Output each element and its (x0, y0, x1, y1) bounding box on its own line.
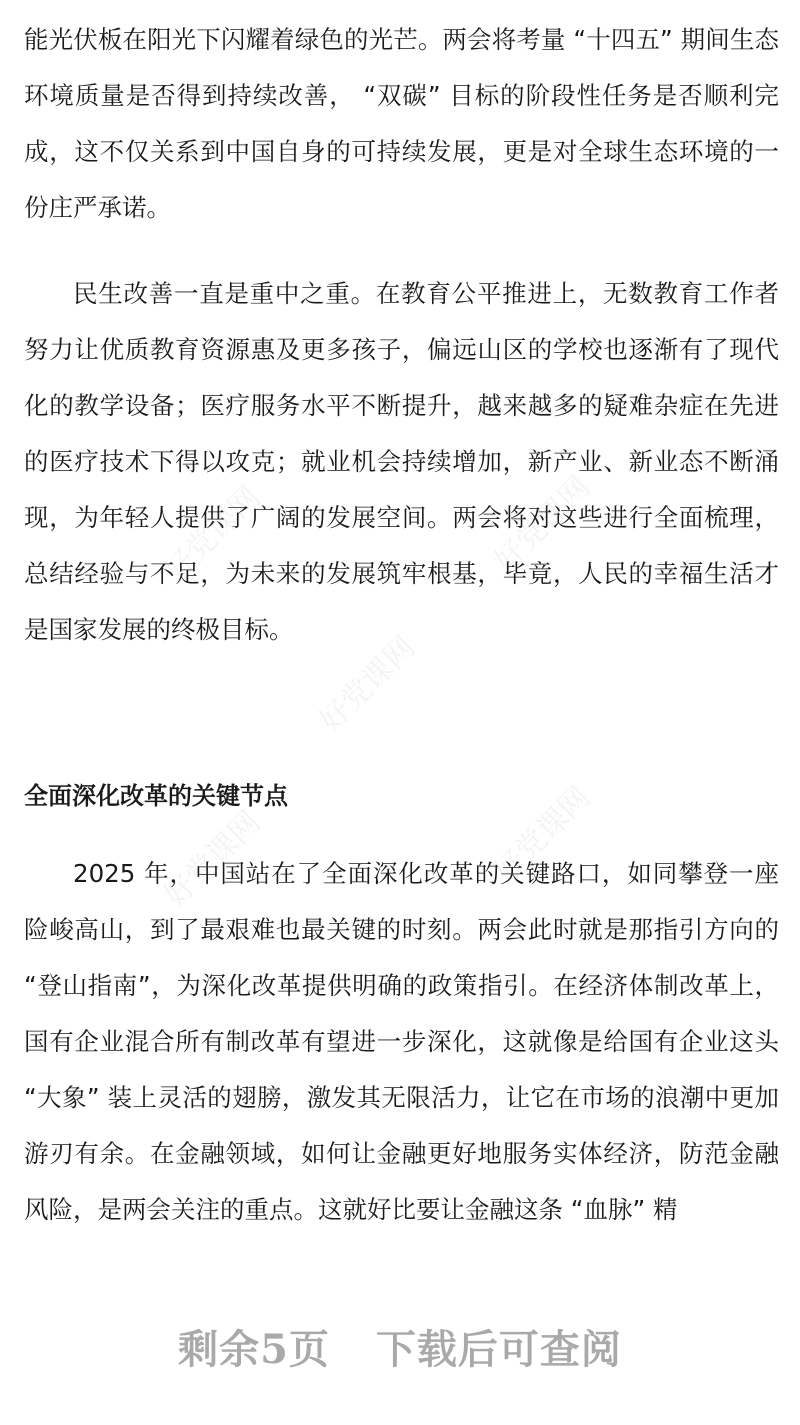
watermark: 好党课网 (487, 779, 598, 890)
paragraph: 民生改善一直是重中之重。在教育公平推进上，无数教育工作者努力让优质教育资源惠及更多孩子，偏远山区的学校也逐渐有了现代化的教学设备；医疗服务水平不断提升，越来越多的疑难杂症在先进的医疗技术下得以攻克；就业机会持续增加，新产业、新业态不断涌现，为年轻人提供了广阔的发展空间。两会将对这些进行全面梳理，总结经验与不足，为未来的发展筑牢根基，毕竟，人民的幸福生活才是国家发展的终极目标。 (24, 279, 779, 644)
section-heading: 全面深化改革的关键节点 (24, 782, 288, 810)
watermark: 好党课网 (487, 469, 598, 580)
download-to-view-label: 下载后可查阅 (375, 1326, 622, 1373)
paragraph: 2025 年，中国站在了全面深化改革的关键路口，如同攀登一座险峻高山，到了最艰难也最关键的时刻。两会此时就是那指引方向的 “登山指南”，为深化改革提供明确的政策指引。在经济体制改革上，国有企业混合所有制改革有望进一步深化，这就像是给国有企业这头 “大象” 装上灵活的翅膀，激发其无限活力，让它在市场的浪潮中更加游刃有余。在金融领域，如何让金融更好地服务实体经济，防范金融风险，是两会关注的重点。这就好比要让金融这条 “血脉” 精 (24, 859, 779, 1224)
remaining-pages-label: 剩余5页 (178, 1326, 330, 1373)
paragraph: 能光伏板在阳光下闪耀着绿色的光芒。两会将考量 “十四五” 期间生态环境质量是否得到持续改善， “双碳” 目标的阶段性任务是否顺利完成，这不仅关系到中国自身的可持续发展，更是对全球生态环境的一份庄严承诺。 (24, 25, 779, 222)
watermark: 好党课网 (157, 479, 268, 590)
watermark: 好党课网 (157, 804, 268, 915)
watermark: 好党课网 (312, 629, 423, 740)
download-prompt[interactable] (0, 1318, 800, 1375)
